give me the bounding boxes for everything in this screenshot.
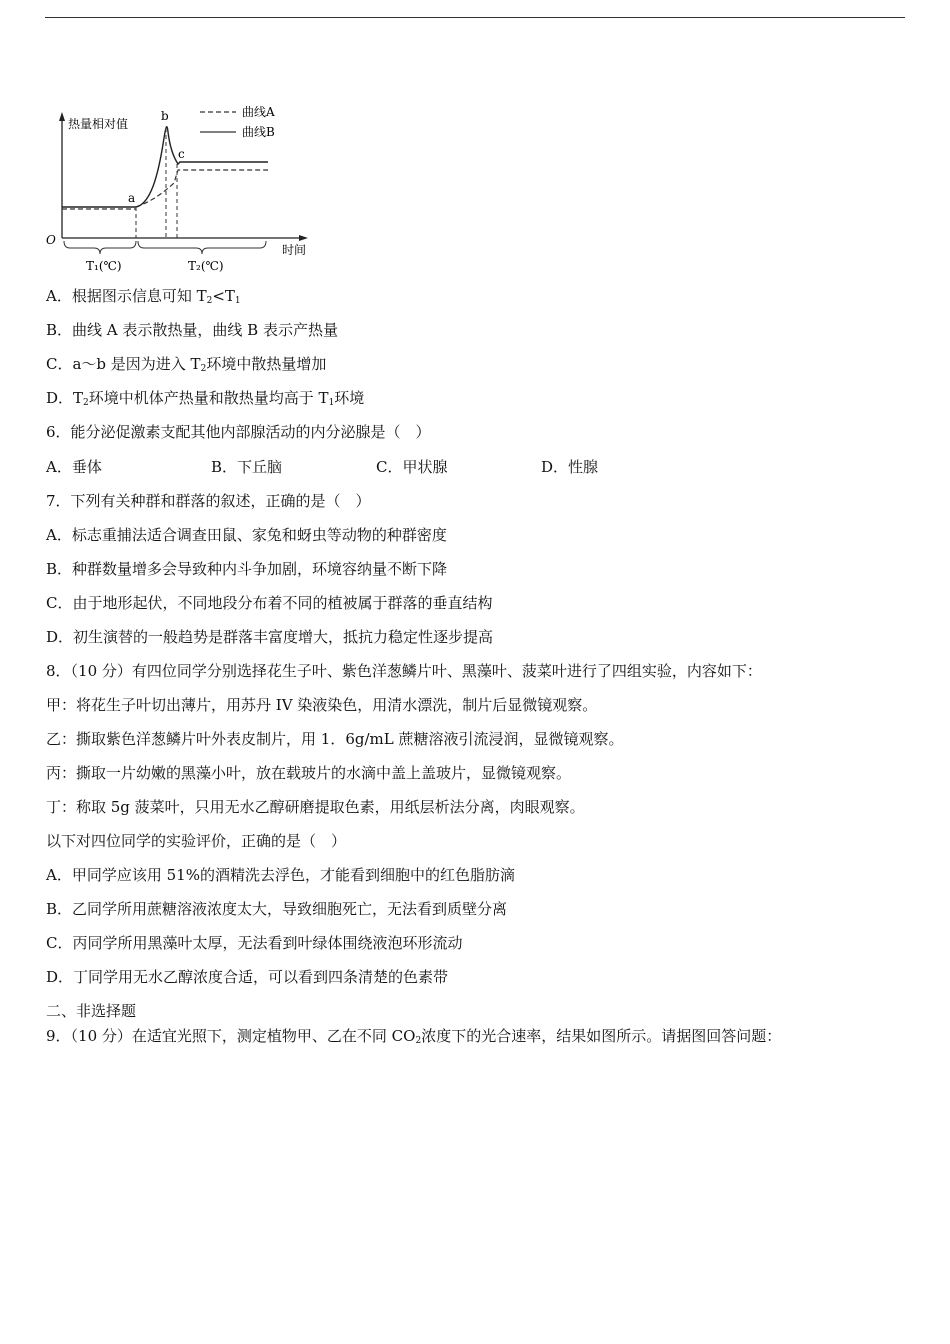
brace-t2 [138, 241, 266, 254]
q6-option-b: B．下丘脑 [211, 458, 283, 476]
q8-stem: 8．（10 分）有四位同学分别选择花生子叶、紫色洋葱鳞片叶、黑藻叶、菠菜叶进行了四组实验，内容如下： [46, 662, 762, 680]
point-label-c: c [178, 147, 185, 161]
q7-stem: 7．下列有关种群和群落的叙述，正确的是（ ） [46, 492, 371, 510]
q8-bing: 丙：撕取一片幼嫩的黑藻小叶，放在载玻片的水滴中盖上盖玻片，显微镜观察。 [46, 764, 572, 782]
q8-option-c: C．丙同学所用黑藻叶太厚，无法看到叶绿体围绕液泡环形流动 [46, 934, 463, 952]
t2-label: T₂(℃) [188, 259, 224, 273]
q6-options [46, 457, 706, 477]
q8-option-a: A．甲同学应该用 51%的酒精洗去浮色，才能看到细胞中的红色脂肪滴 [46, 866, 515, 884]
x-axis-label: 时间 [282, 243, 307, 257]
x-axis-arrow [299, 235, 308, 241]
q5-option-a: A．根据图示信息可知 $T_2<T_1$ [46, 287, 241, 306]
q5-option-b: B．曲线 A 表示散热量，曲线 B 表示产热量 [46, 321, 338, 339]
q8-option-b: B．乙同学所用蔗糖溶液浓度太大，导致细胞死亡，无法看到质壁分离 [46, 900, 508, 918]
origin-label: O [46, 233, 56, 247]
q7-option-a: A．标志重捕法适合调查田鼠、家兔和蚜虫等动物的种群密度 [46, 526, 447, 544]
point-label-a: a [128, 191, 136, 205]
heat-curve-figure [40, 98, 330, 276]
q8-prompt: 以下对四位同学的实验评价，正确的是（ ） [46, 832, 347, 850]
q8-yi: 乙：撕取紫色洋葱鳞片叶外表皮制片，用 1．6g/mL 蔗糖溶液引流浸润，显微镜观察。 [46, 730, 624, 748]
curve-b [62, 127, 268, 207]
q7-option-c: C．由于地形起伏，不同地段分布着不同的植被属于群落的垂直结构 [46, 594, 493, 612]
y-axis-label: 热量相对值 [68, 117, 129, 131]
q7-option-d: D．初生演替的一般趋势是群落丰富度增大，抵抗力稳定性逐步提高 [46, 628, 494, 646]
q6-option-c: C．甲状腺 [376, 458, 448, 476]
q5-option-c: C．a～b 是因为进入 $T_2$环境中散热量增加 [46, 355, 327, 374]
brace-t1 [64, 241, 136, 254]
q7-option-b: B．种群数量增多会导致种内斗争加剧，环境容纳量不断下降 [46, 560, 448, 578]
y-axis-arrow [59, 112, 65, 121]
t1-label: T₁(℃) [86, 259, 122, 273]
q6-stem: 6．能分泌促激素支配其他内部腺活动的内分泌腺是（ ） [46, 423, 431, 441]
header-rule [45, 17, 905, 18]
point-label-b: b [161, 109, 169, 123]
q8-ding: 丁：称取 5g 菠菜叶，只用无水乙醇研磨提取色素，用纸层析法分离，肉眼观察。 [46, 798, 585, 816]
q6-option-d: D．性腺 [541, 458, 599, 476]
q5-option-d: D．$T_2$环境中机体产热量和散热量均高于 $T_1$环境 [46, 389, 365, 408]
legend-label-a: 曲线A [242, 105, 275, 119]
q8-jia: 甲：将花生子叶切出薄片，用苏丹 IV 染液染色，用清水漂洗，制片后显微镜观察。 [46, 696, 598, 714]
q9-stem: 9．（10 分）在适宜光照下，测定植物甲、乙在不同 $CO_2$浓度下的光合速率，结果如图所示。请据图回答问题： [46, 1027, 782, 1046]
q8-option-d: D．丁同学用无水乙醇浓度合适，可以看到四条清楚的色素带 [46, 968, 449, 986]
legend-label-b: 曲线B [242, 125, 275, 139]
q6-option-a: A．垂体 [46, 458, 102, 476]
section-heading: 二、非选择题 [46, 1002, 137, 1020]
